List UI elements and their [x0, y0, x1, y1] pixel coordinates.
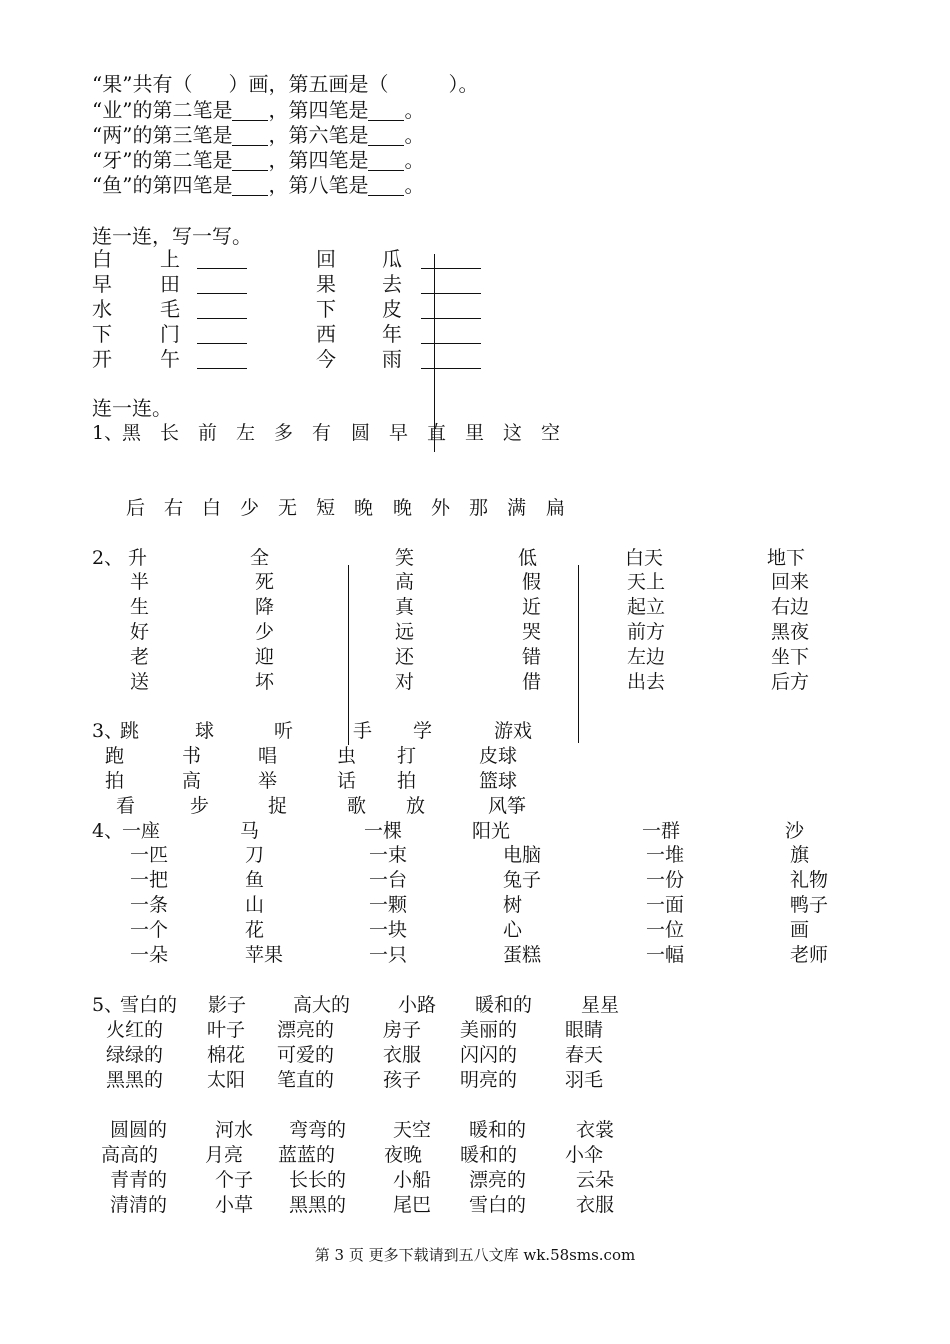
word-item: 歌	[347, 795, 367, 817]
answer-line[interactable]	[421, 293, 481, 294]
word-item: 听	[274, 720, 294, 742]
word-item: 眼睛	[565, 1019, 604, 1041]
word-item: 漂亮的	[277, 1019, 335, 1041]
word-item: 左边	[627, 646, 666, 668]
word-item: 一匹	[130, 844, 169, 866]
word-item: 小伞	[565, 1144, 604, 1166]
word-item: 刀	[245, 844, 265, 866]
word-item: 一堆	[646, 844, 685, 866]
answer-line[interactable]	[421, 268, 481, 269]
word-top: 空	[541, 422, 561, 444]
word-item: 死	[255, 571, 275, 593]
word-item: 弯弯的	[289, 1119, 347, 1141]
word-item: 半	[130, 571, 150, 593]
word-item: 远	[395, 621, 415, 643]
char-left-b: 上	[160, 247, 180, 271]
word-top: 直	[427, 422, 447, 444]
char-right-b: 皮	[382, 297, 402, 321]
word-item: 错	[522, 646, 542, 668]
word-top: 黑	[122, 422, 142, 444]
part-label: 3、	[92, 720, 124, 742]
section-title-connect-write: 连一连，写一写。	[92, 224, 252, 248]
word-item: 看	[116, 795, 136, 817]
word-item: 鱼	[245, 869, 265, 891]
word-item: 蓝蓝的	[278, 1144, 336, 1166]
word-item: 尾巴	[393, 1194, 432, 1216]
char-right-b: 雨	[382, 347, 402, 371]
word-item: 树	[503, 894, 523, 916]
word-top: 早	[389, 422, 409, 444]
answer-blank[interactable]	[232, 125, 268, 146]
divider-line	[434, 254, 435, 452]
word-item: 生	[130, 596, 150, 618]
answer-blank[interactable]	[368, 150, 404, 171]
word-item: 圆圆的	[110, 1119, 168, 1141]
word-item: 衣裳	[576, 1119, 615, 1141]
q2-text-c: 。	[404, 98, 425, 122]
word-item: 暖和的	[469, 1119, 527, 1141]
word-item: 一面	[646, 894, 685, 916]
word-item: 山	[245, 894, 265, 916]
word-item: 真	[395, 596, 415, 618]
word-item: 孩子	[383, 1069, 422, 1091]
word-item: 拍	[105, 770, 125, 792]
word-item: 一座	[122, 820, 161, 842]
word-item: 马	[240, 820, 260, 842]
word-item: 一束	[369, 844, 408, 866]
word-item: 举	[258, 770, 278, 792]
stroke-question-3	[92, 125, 424, 146]
divider-line	[578, 565, 579, 743]
part-label: 1、	[92, 422, 124, 444]
word-item: 心	[503, 919, 523, 941]
char-left-a: 水	[92, 297, 112, 321]
word-top: 圆	[351, 422, 371, 444]
word-top: 前	[198, 422, 218, 444]
word-item: 小草	[215, 1194, 254, 1216]
word-item: 一棵	[364, 820, 403, 842]
word-item: 花	[245, 919, 265, 941]
q3-text-c: 。	[404, 123, 425, 147]
char-left-b: 午	[160, 347, 180, 371]
word-item: 礼物	[790, 869, 829, 891]
char-right-b: 瓜	[382, 247, 402, 271]
word-item: 低	[518, 547, 538, 569]
word-item: 送	[130, 671, 150, 693]
word-item: 一份	[646, 869, 685, 891]
answer-line[interactable]	[197, 293, 247, 294]
word-item: 衣服	[383, 1044, 422, 1066]
word-item: 虫	[337, 745, 357, 767]
word-bottom: 白	[202, 497, 222, 519]
word-item: 小船	[393, 1169, 432, 1191]
word-item: 可爱的	[277, 1044, 335, 1066]
char-left-b: 门	[160, 322, 180, 346]
word-top: 左	[236, 422, 256, 444]
word-top: 多	[274, 422, 294, 444]
word-item: 一群	[642, 820, 681, 842]
word-item: 一把	[130, 869, 169, 891]
word-item: 一朵	[130, 944, 169, 966]
word-item: 升	[128, 547, 148, 569]
stroke-question-5	[92, 175, 424, 196]
section-title-connect: 连一连。	[92, 396, 172, 420]
word-item: 羽毛	[565, 1069, 604, 1091]
word-item: 高	[182, 770, 202, 792]
word-top: 这	[503, 422, 523, 444]
word-item: 笑	[395, 547, 415, 569]
word-bottom: 那	[469, 497, 489, 519]
word-item: 起立	[627, 596, 666, 618]
word-item: 雪白的	[469, 1194, 527, 1216]
word-item: 高大的	[293, 994, 351, 1016]
char-left-a: 开	[92, 347, 112, 371]
word-item: 步	[190, 795, 210, 817]
char-left-b: 田	[160, 272, 180, 296]
word-item: 学	[413, 720, 433, 742]
word-item: 叶子	[207, 1019, 246, 1041]
word-item: 暖和的	[475, 994, 533, 1016]
word-item: 云朵	[576, 1169, 615, 1191]
word-item: 降	[255, 596, 275, 618]
word-bottom: 晚	[354, 497, 374, 519]
q1-text-a: “果”共有（	[92, 72, 193, 96]
word-item: 夜晚	[384, 1144, 423, 1166]
word-item: 打	[397, 745, 417, 767]
answer-blank[interactable]	[368, 125, 404, 146]
stroke-question-2	[92, 100, 424, 121]
word-item: 美丽的	[460, 1019, 518, 1041]
word-item: 长长的	[289, 1169, 347, 1191]
answer-line[interactable]	[421, 368, 481, 369]
word-item: 绿绿的	[106, 1044, 164, 1066]
word-item: 篮球	[479, 770, 518, 792]
word-item: 一条	[130, 894, 169, 916]
word-item: 后方	[771, 671, 810, 693]
word-item: 出去	[627, 671, 666, 693]
word-item: 跳	[120, 720, 140, 742]
q2-text-b: ，第四笔是	[268, 98, 369, 122]
word-item: 老师	[790, 944, 829, 966]
word-item: 一颗	[369, 894, 408, 916]
word-item: 闪闪的	[460, 1044, 518, 1066]
word-item: 月亮	[205, 1144, 244, 1166]
char-left-a: 早	[92, 272, 112, 296]
word-item: 太阳	[207, 1069, 246, 1091]
word-item: 放	[406, 795, 426, 817]
word-item: 捉	[268, 795, 288, 817]
word-item: 苹果	[245, 944, 284, 966]
word-item: 旗	[790, 844, 810, 866]
word-item: 好	[130, 621, 150, 643]
answer-line[interactable]	[197, 268, 247, 269]
char-left-b: 毛	[160, 297, 180, 321]
word-item: 跑	[105, 745, 125, 767]
word-item: 近	[522, 596, 542, 618]
word-item: 回来	[771, 571, 810, 593]
q5-text-c: 。	[404, 173, 425, 197]
word-item: 青青的	[110, 1169, 168, 1191]
word-item: 皮球	[479, 745, 518, 767]
q3-text-b: ，第六笔是	[268, 123, 369, 147]
q1-text-c: ）。	[448, 72, 479, 96]
word-item: 一幅	[646, 944, 685, 966]
answer-blank[interactable]	[232, 175, 268, 196]
word-item: 借	[522, 671, 542, 693]
char-left-a: 白	[92, 247, 112, 271]
word-item: 唱	[258, 745, 278, 767]
word-item: 暖和的	[460, 1144, 518, 1166]
word-item: 河水	[215, 1119, 254, 1141]
word-item: 黑黑的	[106, 1069, 164, 1091]
word-item: 画	[790, 919, 810, 941]
q4-text-a: “牙”的第二笔是	[92, 148, 233, 172]
word-item: 天上	[627, 571, 666, 593]
answer-line[interactable]	[197, 318, 247, 319]
word-item: 地下	[767, 547, 806, 569]
word-item: 电脑	[503, 844, 542, 866]
word-bottom: 少	[240, 497, 260, 519]
divider-line	[348, 565, 349, 745]
q1-text-b: ）画，第五画是（	[228, 72, 389, 96]
page-footer: 第 3 页 更多下载请到五八文库 wk.58sms.com	[314, 1246, 636, 1264]
word-item: 书	[182, 745, 202, 767]
word-top: 有	[312, 422, 332, 444]
q5-text-b: ，第八笔是	[268, 173, 369, 197]
part-label: 2、	[92, 547, 124, 569]
char-right-a: 西	[316, 322, 336, 346]
word-item: 笔直的	[277, 1069, 335, 1091]
word-item: 全	[250, 547, 270, 569]
char-right-a: 果	[316, 272, 336, 296]
answer-line[interactable]	[421, 318, 481, 319]
q5-text-a: “鱼”的第四笔是	[92, 173, 233, 197]
word-item: 一位	[646, 919, 685, 941]
word-item: 衣服	[576, 1194, 615, 1216]
word-item: 对	[395, 671, 415, 693]
word-item: 影子	[208, 994, 247, 1016]
word-item: 风筝	[488, 795, 527, 817]
word-item: 兔子	[503, 869, 542, 891]
word-item: 星星	[581, 994, 620, 1016]
word-item: 坏	[255, 671, 275, 693]
word-item: 右边	[771, 596, 810, 618]
word-top: 长	[160, 422, 180, 444]
word-item: 春天	[565, 1044, 604, 1066]
char-left-a: 下	[92, 322, 112, 346]
stroke-question-4	[92, 150, 424, 171]
word-bottom: 扁	[546, 497, 566, 519]
word-item: 手	[353, 720, 373, 742]
word-bottom: 无	[278, 497, 298, 519]
q4-text-b: ，第四笔是	[268, 148, 369, 172]
word-item: 黑黑的	[289, 1194, 347, 1216]
word-bottom: 晚	[393, 497, 413, 519]
word-item: 雪白的	[120, 994, 178, 1016]
word-item: 一台	[369, 869, 408, 891]
q3-text-a: “两”的第三笔是	[92, 123, 233, 147]
word-bottom: 外	[431, 497, 451, 519]
char-right-a: 今	[316, 347, 336, 371]
word-item: 小路	[398, 994, 437, 1016]
word-item: 一个	[130, 919, 169, 941]
word-item: 棉花	[207, 1044, 246, 1066]
word-item: 少	[255, 621, 275, 643]
word-item: 白天	[625, 547, 664, 569]
word-top: 里	[465, 422, 485, 444]
answer-line[interactable]	[197, 368, 247, 369]
char-right-a: 下	[316, 297, 336, 321]
answer-line[interactable]	[197, 343, 247, 344]
answer-blank[interactable]	[368, 100, 404, 121]
word-item: 球	[195, 720, 215, 742]
q4-text-c: 。	[404, 148, 425, 172]
word-item: 游戏	[494, 720, 533, 742]
word-item: 前方	[627, 621, 666, 643]
answer-blank[interactable]	[232, 100, 268, 121]
part-label: 5、	[92, 994, 124, 1016]
word-item: 高高的	[101, 1144, 159, 1166]
part-label: 4、	[92, 820, 124, 842]
word-item: 迎	[255, 646, 275, 668]
word-item: 火红的	[106, 1019, 164, 1041]
word-bottom: 短	[316, 497, 336, 519]
word-item: 哭	[522, 621, 542, 643]
char-right-b: 年	[382, 322, 402, 346]
answer-blank[interactable]	[232, 150, 268, 171]
word-item: 漂亮的	[469, 1169, 527, 1191]
word-item: 还	[395, 646, 415, 668]
stroke-question-1	[92, 74, 478, 94]
word-item: 一只	[369, 944, 408, 966]
answer-blank[interactable]	[368, 175, 404, 196]
word-item: 明亮的	[460, 1069, 518, 1091]
word-item: 老	[130, 646, 150, 668]
word-bottom: 满	[507, 497, 527, 519]
word-item: 高	[395, 571, 415, 593]
word-item: 话	[337, 770, 357, 792]
word-item: 清清的	[110, 1194, 168, 1216]
word-bottom: 右	[164, 497, 184, 519]
word-item: 鸭子	[790, 894, 829, 916]
word-item: 黑夜	[771, 621, 810, 643]
word-item: 蛋糕	[503, 944, 542, 966]
word-item: 房子	[383, 1019, 422, 1041]
word-item: 个子	[215, 1169, 254, 1191]
q2-text-a: “业”的第二笔是	[92, 98, 233, 122]
word-item: 天空	[393, 1119, 432, 1141]
word-item: 阳光	[472, 820, 511, 842]
word-item: 假	[522, 571, 542, 593]
word-bottom: 后	[126, 497, 146, 519]
word-item: 沙	[785, 820, 805, 842]
answer-line[interactable]	[421, 343, 481, 344]
word-item: 坐下	[771, 646, 810, 668]
word-item: 拍	[397, 770, 417, 792]
char-right-a: 回	[316, 247, 336, 271]
char-right-b: 去	[382, 272, 402, 296]
word-item: 一块	[369, 919, 408, 941]
